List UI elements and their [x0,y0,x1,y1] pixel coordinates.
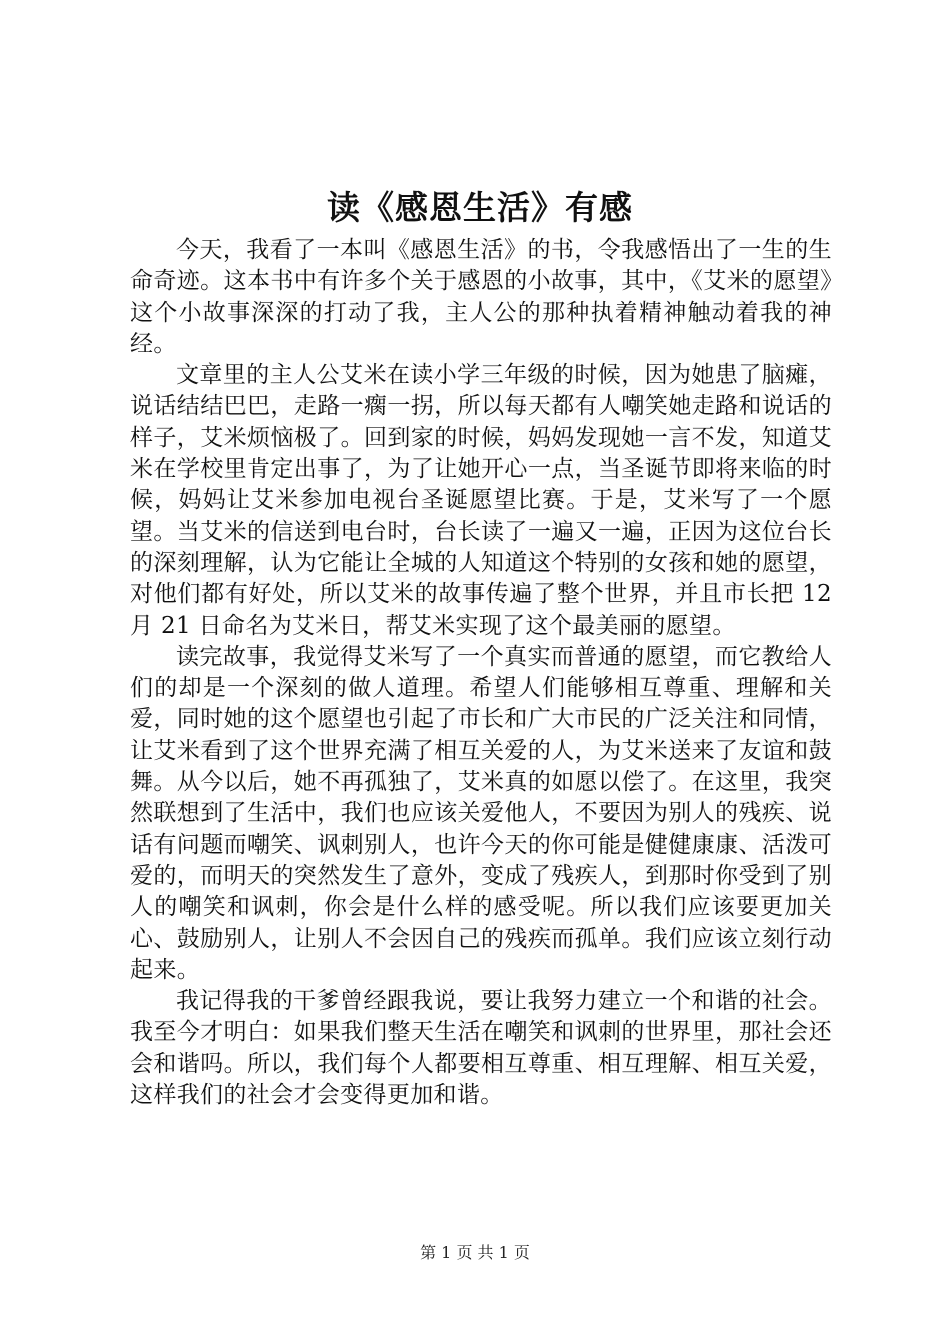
document-body [130,235,832,1111]
page-number-footer: 第 1 页 共 1 页 [420,1243,530,1262]
paragraph-2: 文章里的主人公艾米在读小学三年级的时候，因为她患了脑瘫，说话结结巴巴，走路一瘸一拐，所以每天都有人嘲笑她走路和说话的样子，艾米烦恼极了。回到家的时候，妈妈发现她一言不发，知道艾米在学校里肯定出事了，为了让她开心一点，当圣诞节即将来临的时候，妈妈让艾米参加电视台圣诞愿望比赛。于是，艾米写了一个愿望。当艾米的信送到电台时，台长读了一遍又一遍，正因为这位台长的深刻理解，认为它能让全城的人知道这个特别的女孩和她的愿望，对他们都有好处，所以艾米的故事传遍了整个世界，并且市长把 12 月 21 日命名为艾米日，帮艾米实现了这个最美丽的愿望。 [130,362,832,639]
document-title: 读《感恩生活》有感 [327,188,633,227]
paragraph-3: 读完故事，我觉得艾米写了一个真实而普通的愿望，而它教给人们的却是一个深刻的做人道理。希望人们能够相互尊重、理解和关爱，同时她的这个愿望也引起了市长和广大市民的广泛关注和同情，让艾米看到了这个世界充满了相互关爱的人，为艾米送来了友谊和鼓舞。从今以后，她不再孤独了，艾米真的如愿以偿了。在这里，我突然联想到了生活中，我们也应该关爱他人，不要因为别人的残疾、说话有问题而嘲笑、讽刺别人，也许今天的你可能是健健康康、活泼可爱的，而明天的突然发生了意外，变成了残疾人，到那时你受到了别人的嘲笑和讽刺，你会是什么样的感受呢。所以我们应该要更加关心、鼓励别人，让别人不会因自己的残疾而孤单。我们应该立刻行动起来。 [130,643,832,983]
paragraph-4: 我记得我的干爹曾经跟我说，要让我努力建立一个和谐的社会。我至今才明白：如果我们整天生活在嘲笑和讽刺的世界里，那社会还会和谐吗。所以，我们每个人都要相互尊重、相互理解、相互关爱，这样我们的社会才会变得更加和谐。 [130,988,832,1109]
paragraph-1: 今天，我看了一本叫《感恩生活》的书，令我感悟出了一生的生命奇迹。这本书中有许多个关于感恩的小故事，其中，《艾米的愿望》这个小故事深深的打动了我，主人公的那种执着精神触动着我的神经。 [130,237,832,357]
